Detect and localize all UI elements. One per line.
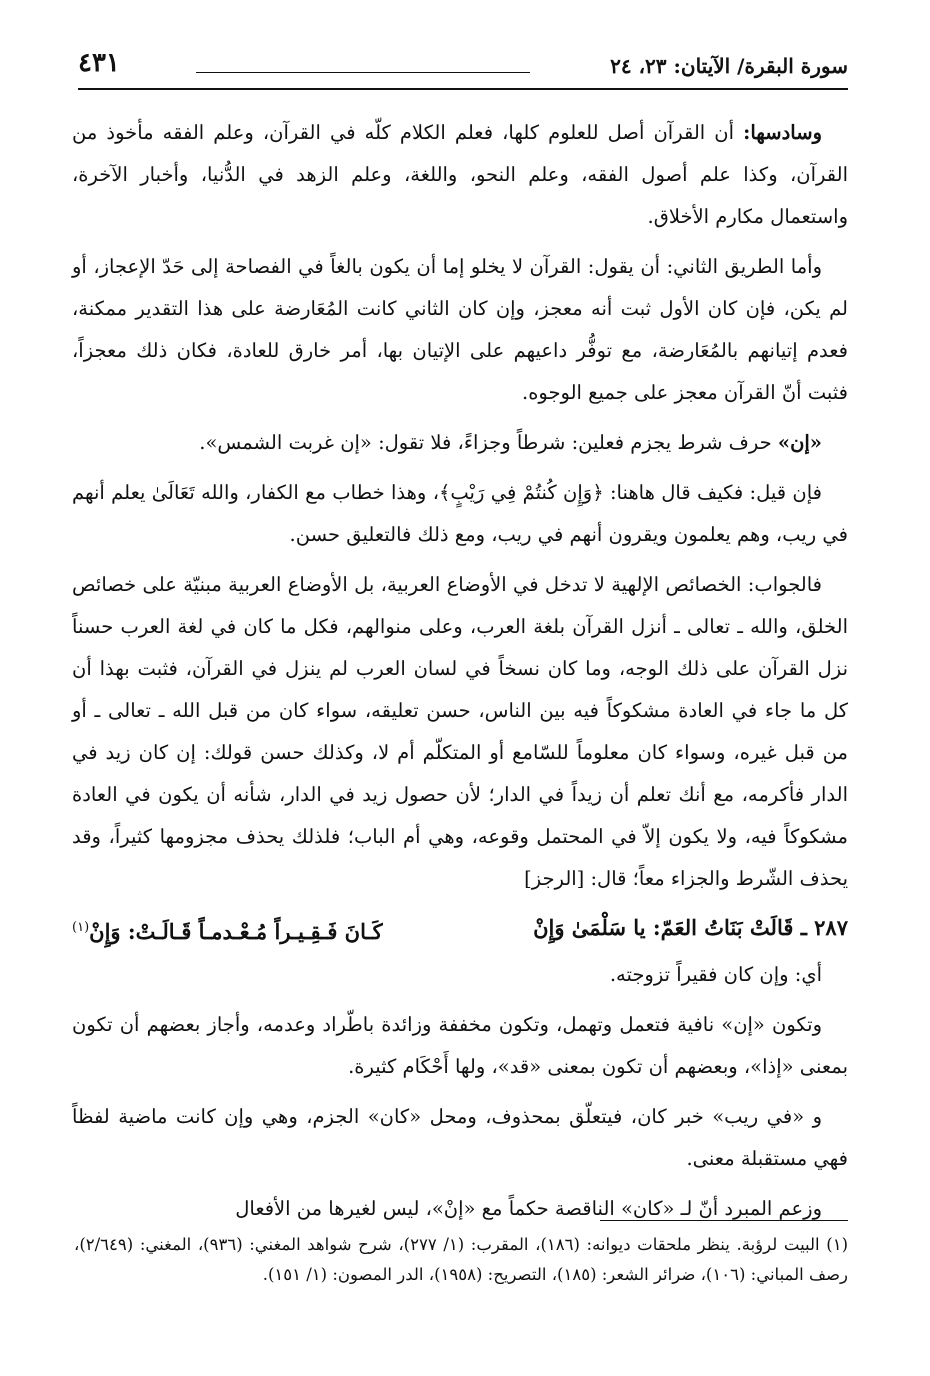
header-dash-line <box>196 72 530 73</box>
paragraph-in-definition <box>72 422 848 464</box>
paragraph-in-types: وتكون «إن» نافية فتعمل وتهمل، وتكون مخففة وزائدة باطّراد وعدمه، وأجاز بعضهم أن تكون بمعنى «إذا»، وبعضهم أن تكون بمعنى «قد»، ولها أَحْكَام كثيرة. <box>72 1013 848 1078</box>
paragraph-sixth <box>72 112 848 238</box>
header-rule <box>78 88 848 90</box>
paragraph-explanation: أي: وإن كان فقيراً تزوجته. <box>609 963 822 986</box>
paragraph-text: فإن قيل: فكيف قال هاهنا: ﴿وَإِن كُنتُمْ فِي رَيْبٍ﴾، وهذا خطاب مع الكفار، والله تَعَالَىٰ يعلم أنهم في ريب، وهم يعلمون ويقرون أنهم في ريب، ومع ذلك فالتعليق حسن. <box>72 481 848 546</box>
verse-second-half <box>72 908 383 952</box>
paragraph-second-method <box>72 246 848 414</box>
verse-second-half-text: كَـانَ فَـقِـيـراً مُـعْـدمـاً قَـالَـتْ: وَإِنْ <box>89 919 383 944</box>
page-number: ٤٣١ <box>78 48 120 78</box>
verse-number: ٢٨٧ <box>814 915 848 940</box>
poetry-verse <box>72 908 848 952</box>
footnote-rule <box>600 1220 848 1221</box>
paragraph-question <box>72 472 848 556</box>
verse-first-half-text: ـ قَالَتْ بَنَاتُ العَمّ: يا سَلْمَىٰ وَإِنْ <box>533 915 807 940</box>
paragraph-lead: «إن» <box>777 431 822 454</box>
paragraph-fi-rayb: و «في ريب» خبر كان، فيتعلّق بمحذوف، ومحل «كان» الجزم، وهي وإن كانت ماضية لفظاً فهي مستقبلة معنى. <box>72 1105 848 1170</box>
paragraph-answer <box>72 564 848 900</box>
paragraph-text: حرف شرط يجزم فعلين: شرطاً وجزاءً، فلا تقول: «إن غربت الشمس». <box>199 431 778 454</box>
main-text <box>72 112 848 1238</box>
running-title: سورة البقرة/ الآيتان: ٢٣، ٢٤ <box>610 54 848 78</box>
verse-first-half <box>533 908 848 952</box>
footnote-marker: (١) <box>72 920 90 935</box>
paragraph-lead: وسادسها: <box>743 121 822 144</box>
footnote: (١) البيت لرؤبة. ينظر ملحقات ديوانه: (١٨٦)، المقرب: (١/ ٢٧٧)، شرح شواهد المغني: (٩٣٦)، المغني: (٢/٦٤٩)، رصف المباني: (١٠٦)، ضرائر الشعر: (١٨٥)، التصريح: (١٩٥٨)، الدر المصون: (١/ ١٥١). <box>74 1235 848 1284</box>
paragraph-text: فالجواب: الخصائص الإلهية لا تدخل في الأوضاع العربية، بل الأوضاع العربية مبنيّة على خصائص الخلق، والله ـ تعالى ـ أنزل القرآن بلغة العرب، وعلى منوالهم، فكل ما كان في لغة العرب حسناً نزل القرآن على ذلك الوجه، وما كان نسخاً في لسان العرب لم ينزل في القرآن، فثبت بهذا أن كل ما جاء في العادة مشكوكاً فيه بين الناس، حسن تعليقه، سواء كان من قبل الله ـ تعالى ـ أو من قبل غيره، وسواء كان معلوماً للسّامع أو المتكلّم أم لا، وكذلك حسن قولك: إن كان زيد في الدار فأكرمه، مع أنك تعلم أن زيداً في الدار؛ لأن حصول زيد في الدار، شأنه أن يكون في العادة مشكوكاً فيه، ولا يكون إلاّ في المحتمل وقوعه، وهي أم الباب؛ فلذلك يحذف مجزومها كثيراً، وقد يحذف الشّرط والجزاء معاً؛ قال: [الرجز] <box>72 573 848 890</box>
paragraph-text: وأما الطريق الثاني: أن يقول: القرآن لا يخلو إما أن يكون بالغاً في الفصاحة إلى حَدّ الإعجاز، أو لم يكن، فإن كان الأول ثبت أنه معجز، وإن كان الثاني كانت المُعَارضة على هذا التقدير ممكنة، فعدم إتيانهم بالمُعَارضة، مع توفُّر داعيهم على الإتيان بها، أمر خارق للعادة، فكان ذلك معجزاً، فثبت أنّ القرآن معجز على جميع الوجوه. <box>72 255 848 404</box>
paragraph-mubarrad: وزعم المبرد أنّ لـ «كان» الناقصة حكماً مع «إنْ»، ليس لغيرها من الأفعال <box>235 1197 822 1220</box>
paragraph-text: أن القرآن أصل للعلوم كلها، فعلم الكلام كلّه في القرآن، وعلم الفقه مأخوذ من القرآن، وكذا علم أصول الفقه، وعلم النحو، واللغة، وعلم الزهد في الدُّنيا، وأخبار الآخرة، واستعمال مكارم الأخلاق. <box>72 121 848 228</box>
page-header <box>78 44 848 86</box>
